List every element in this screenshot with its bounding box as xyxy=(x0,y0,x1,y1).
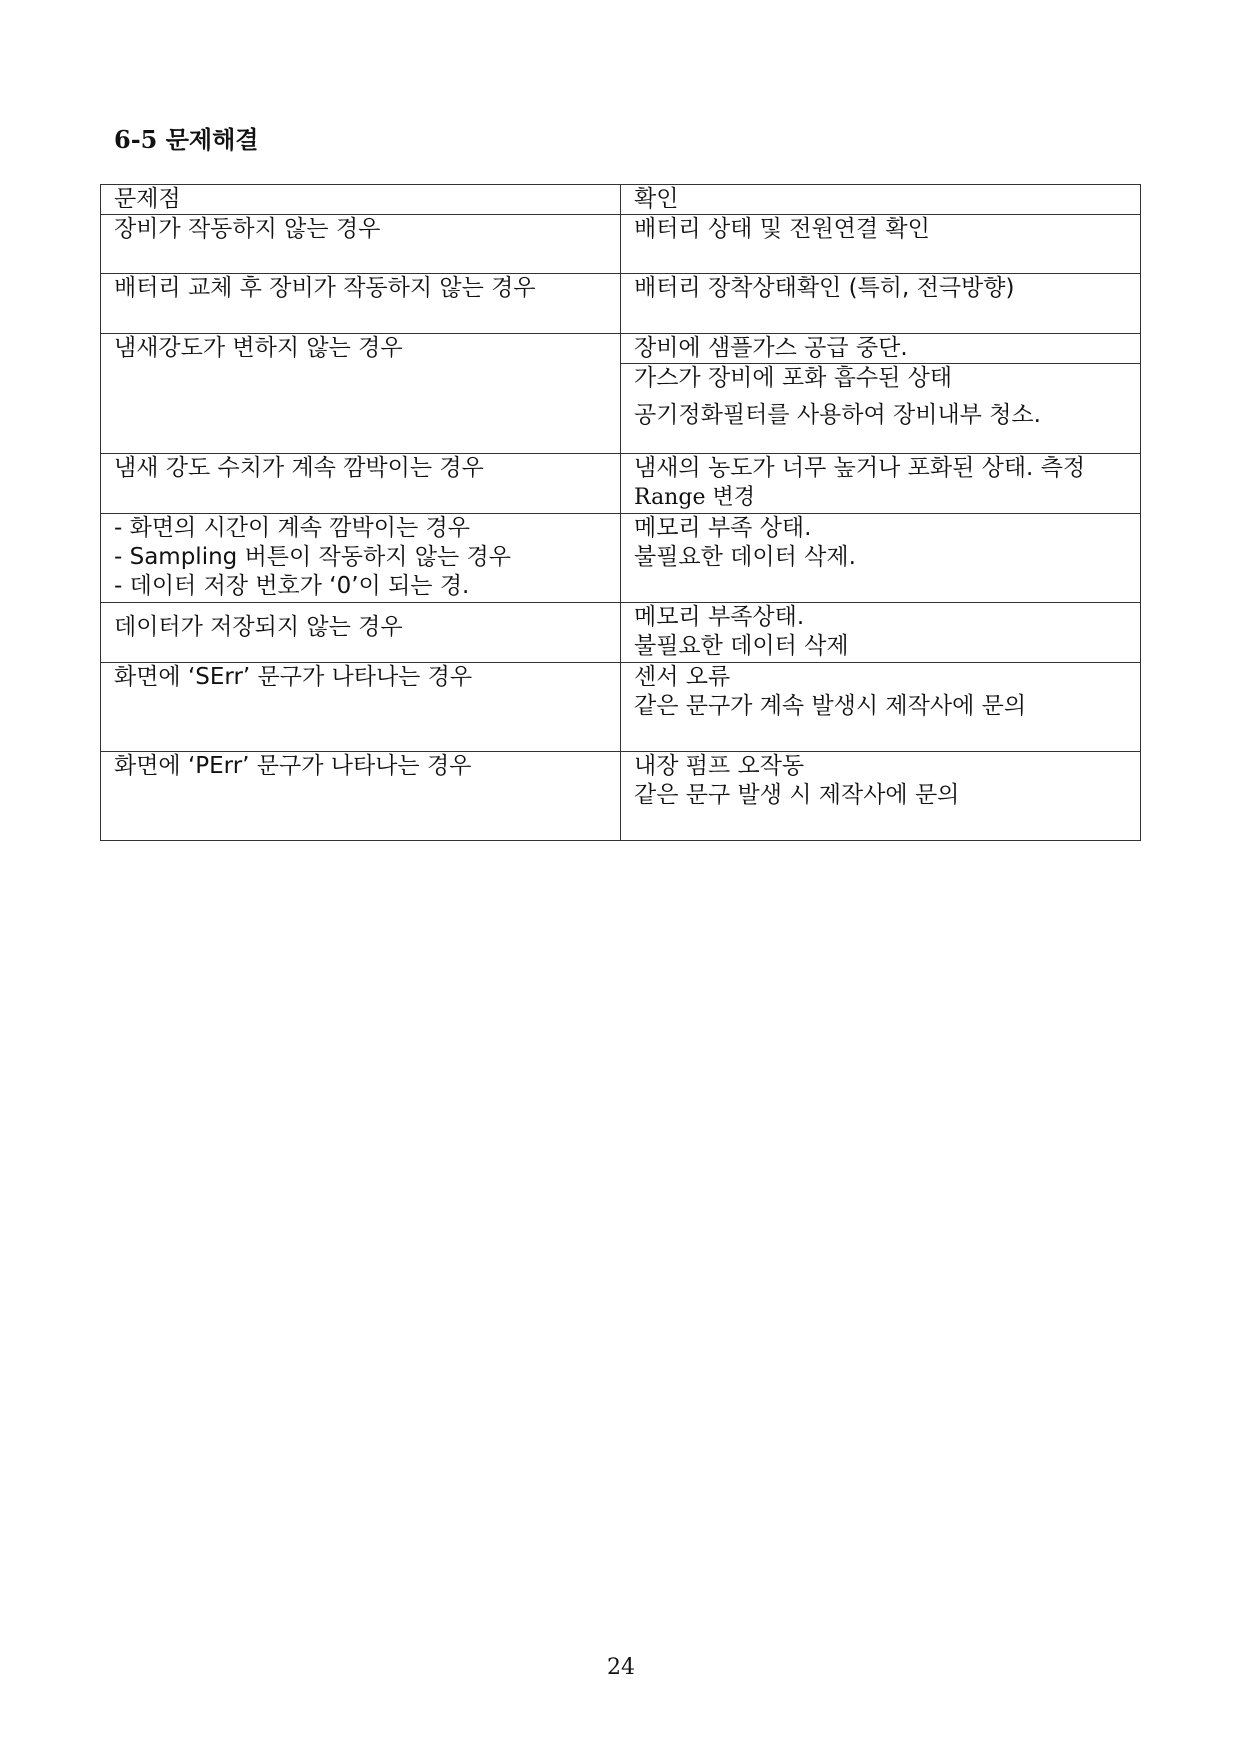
table-row xyxy=(101,334,1141,364)
check-cell: 냄새의 농도가 너무 높거나 포화된 상태. 측정 Range 변경 xyxy=(621,454,1141,514)
check-cell: 장비에 샘플가스 공급 중단. xyxy=(621,334,1141,364)
table-header-row xyxy=(101,185,1141,215)
check-cell: 내장 펌프 오작동 같은 문구 발생 시 제작사에 문의 xyxy=(621,752,1141,841)
check-cell: 메모리 부족상태. 불필요한 데이터 삭제 xyxy=(621,603,1141,663)
table-row xyxy=(101,454,1141,514)
page-number: 24 xyxy=(607,1655,635,1680)
problem-cell: 냄새 강도 수치가 계속 깜박이는 경우 xyxy=(101,454,621,514)
table-row xyxy=(101,752,1141,841)
check-cell: 배터리 장착상태확인 (특히, 전극방향) xyxy=(621,274,1141,334)
table-row xyxy=(101,274,1141,334)
section-title: 6-5 문제해결 xyxy=(114,125,259,154)
check-cell: 가스가 장비에 포화 흡수된 상태 공기정화필터를 사용하여 장비내부 청소. xyxy=(621,364,1141,454)
check-cell: 센서 오류 같은 문구가 계속 발생시 제작사에 문의 xyxy=(621,663,1141,752)
table-row xyxy=(101,215,1141,274)
problem-cell: 화면에 ‘SErr’ 문구가 나타나는 경우 xyxy=(101,663,621,752)
table-row xyxy=(101,603,1141,663)
problem-cell: 장비가 작동하지 않는 경우 xyxy=(101,215,621,274)
problem-cell: 데이터가 저장되지 않는 경우 xyxy=(101,603,621,663)
header-problem: 문제점 xyxy=(101,185,621,215)
problem-cell: 배터리 교체 후 장비가 작동하지 않는 경우 xyxy=(101,274,621,334)
troubleshooting-table xyxy=(100,184,1141,841)
problem-cell: 냄새강도가 변하지 않는 경우 xyxy=(101,334,621,454)
problem-cell: - 화면의 시간이 계속 깜박이는 경우 - Sampling 버튼이 작동하지 않는 경우 - 데이터 저장 번호가 ‘0’이 되는 경. xyxy=(101,514,621,603)
check-cell: 메모리 부족 상태. 불필요한 데이터 삭제. xyxy=(621,514,1141,603)
problem-cell: 화면에 ‘PErr’ 문구가 나타나는 경우 xyxy=(101,752,621,841)
table-row xyxy=(101,663,1141,752)
check-cell: 배터리 상태 및 전원연결 확인 xyxy=(621,215,1141,274)
header-check: 확인 xyxy=(621,185,1141,215)
table-row xyxy=(101,514,1141,603)
